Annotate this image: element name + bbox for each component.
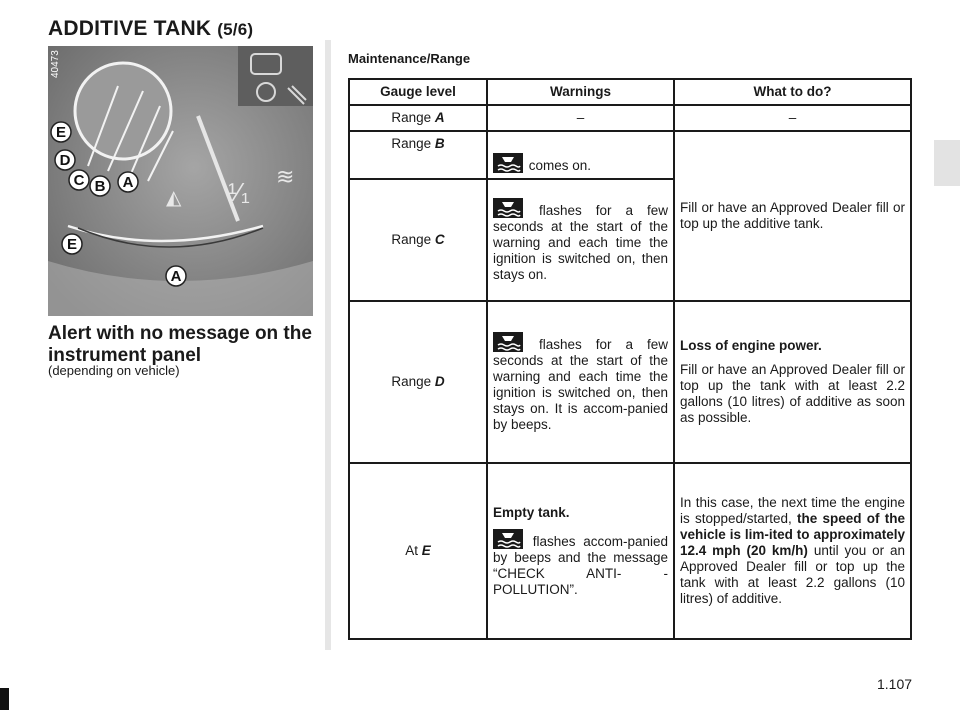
callout-d bbox=[55, 150, 75, 170]
svg-text:A: A bbox=[170, 268, 182, 285]
column-divider bbox=[325, 40, 331, 650]
warning-cell: comes on. bbox=[487, 131, 674, 179]
gauge-level-cell: Range A bbox=[349, 105, 487, 131]
svg-text:D: D bbox=[59, 152, 71, 169]
corner-mark bbox=[0, 688, 9, 710]
figure-ref-code: 40473 bbox=[50, 50, 61, 78]
warning-cell: Empty tank. flashes accom-panied by beeps and the message “CHECK ANTI- -POLLUTION”. bbox=[487, 463, 674, 639]
table-row bbox=[349, 301, 911, 463]
warning-cell: flashes for a few seconds at the start of the warning and each time the ignition is switched on, then stays on. bbox=[487, 179, 674, 301]
table-header-row bbox=[349, 79, 911, 105]
svg-text:E: E bbox=[55, 124, 67, 141]
gauge-level-cell: Range C bbox=[349, 179, 487, 301]
svg-text:C: C bbox=[73, 172, 85, 189]
page-number: 1.107 bbox=[877, 676, 913, 692]
callout-b bbox=[90, 176, 110, 196]
header-gauge-level: Gauge level bbox=[349, 79, 487, 105]
warning-cell: – bbox=[487, 105, 674, 131]
table-row bbox=[349, 131, 911, 179]
svg-text:A: A bbox=[122, 174, 134, 191]
alert-heading: Alert with no message on the instrument panel bbox=[48, 323, 312, 366]
todo-cell: – bbox=[674, 105, 911, 131]
page-title bbox=[48, 17, 253, 41]
callout-e-top bbox=[51, 122, 71, 142]
callout-a-top bbox=[118, 172, 138, 192]
section-label: Maintenance/Range bbox=[348, 51, 471, 66]
svg-text:◭: ◭ bbox=[166, 187, 182, 209]
chapter-tab bbox=[934, 140, 960, 186]
todo-cell: In this case, the next time the engine is stopped/started, the speed of the vehicle is lim-ited to approximately 12.4 mph (20 km/h) until you or an Approved Dealer fill or top up the tank with at least 2.2 gallons (10 litres) of additive. bbox=[674, 463, 911, 639]
callout-c bbox=[69, 170, 89, 190]
maintenance-range-table bbox=[348, 78, 912, 640]
svg-text:B: B bbox=[94, 178, 106, 195]
warning-cell: flashes for a few seconds at the start of the warning and each time the ignition is switched on, then stays on. It is accom-panied by beeps. bbox=[487, 301, 674, 463]
additive-level-warning-icon bbox=[493, 529, 523, 549]
todo-cell: Fill or have an Approved Dealer fill or top up the additive tank. bbox=[674, 131, 911, 301]
table-row bbox=[349, 105, 911, 131]
svg-text:E: E bbox=[66, 236, 78, 253]
svg-text:¹⁄₁: ¹⁄₁ bbox=[228, 177, 250, 207]
additive-level-warning-icon bbox=[493, 153, 523, 173]
table-row bbox=[349, 463, 911, 639]
gauge-level-cell: Range D bbox=[349, 301, 487, 463]
page-title-suffix: (5/6) bbox=[217, 20, 254, 39]
todo-cell: Loss of engine power. Fill or have an Approved Dealer fill or top up the tank with at least 2.2 gallons (10 litres) of additive as soon as possible. bbox=[674, 301, 911, 463]
gauge-level-cell: Range B bbox=[349, 131, 487, 179]
header-warnings: Warnings bbox=[487, 79, 674, 105]
instrument-gauge-photo bbox=[48, 46, 313, 316]
alert-subtitle: (depending on vehicle) bbox=[48, 363, 180, 378]
header-what-to-do: What to do? bbox=[674, 79, 911, 105]
page-title-text: ADDITIVE TANK bbox=[48, 17, 212, 40]
gauge-level-cell: At E bbox=[349, 463, 487, 639]
svg-text:≋: ≋ bbox=[276, 164, 295, 189]
callout-a-bottom bbox=[166, 266, 186, 286]
magnifier-circle bbox=[75, 63, 171, 159]
callout-e-bottom bbox=[62, 234, 82, 254]
additive-level-warning-icon bbox=[493, 332, 523, 352]
additive-level-warning-icon bbox=[493, 198, 523, 218]
